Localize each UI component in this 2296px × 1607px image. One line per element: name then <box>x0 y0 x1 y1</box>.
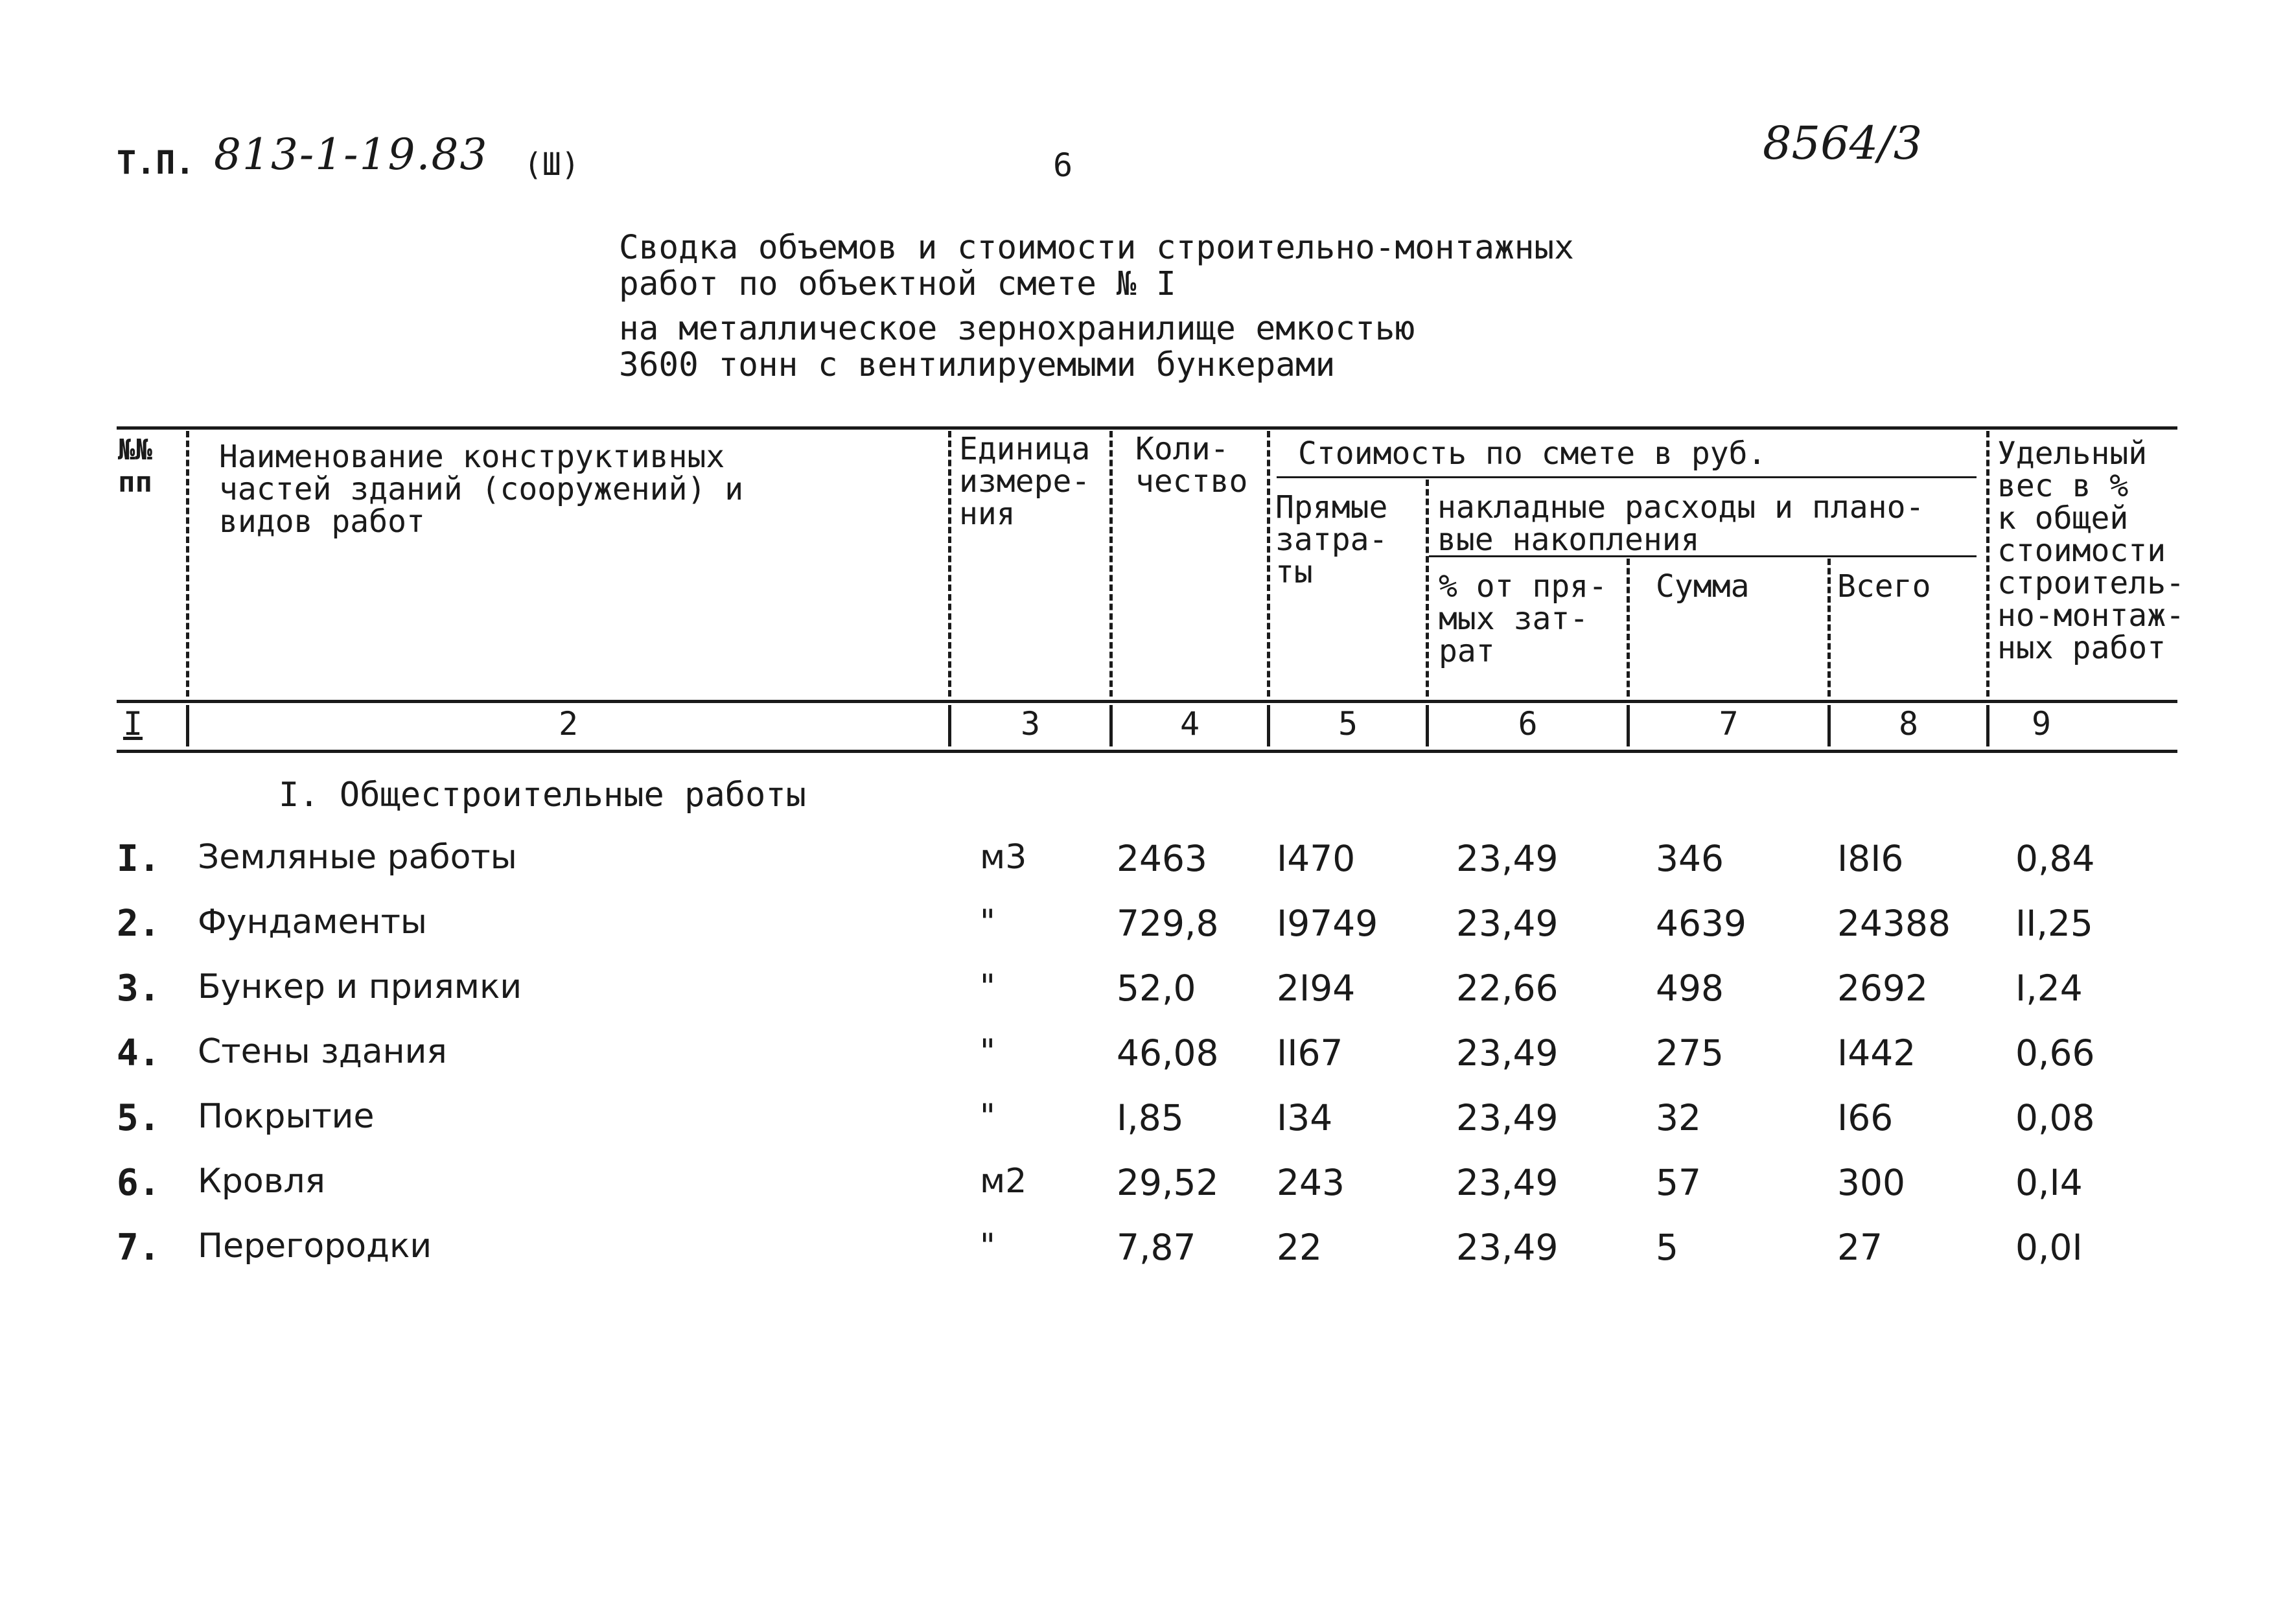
row-sum: 346 <box>1656 838 1724 879</box>
column-number: 6 <box>1518 705 1538 743</box>
col-sep-8 <box>1986 431 1989 697</box>
row-name: Стены здания <box>198 1032 447 1071</box>
title-line-4: 3600 тонн с вентилируемыми бункерами <box>619 346 1336 384</box>
row-name: Покрытие <box>198 1097 375 1136</box>
column-number: 2 <box>558 705 579 743</box>
header-qty: Коли- чество <box>1135 431 1248 500</box>
title-line-3: на металлическое зернохранилище емкостью <box>619 310 1415 348</box>
title-line-1: Сводка объемов и стоимости строительно-монтажных <box>619 229 1574 267</box>
row-unit: м3 <box>980 838 1027 877</box>
column-number: 4 <box>1179 705 1200 743</box>
row-total: 27 <box>1837 1227 1883 1268</box>
row-direct: I470 <box>1277 838 1356 879</box>
sheet-number: 8564/3 <box>1763 117 1923 170</box>
column-number: 5 <box>1338 705 1358 743</box>
row-weight: 0,84 <box>2015 838 2095 879</box>
row-pct: 23,49 <box>1456 903 1559 944</box>
row-unit: " <box>980 1097 995 1136</box>
col-sep-6 <box>1627 559 1630 697</box>
table-row <box>0 903 2296 967</box>
row-total: I442 <box>1837 1032 1916 1074</box>
row-total: 300 <box>1837 1162 1905 1203</box>
row-direct: I34 <box>1277 1097 1333 1139</box>
row-total: 24388 <box>1837 903 1951 944</box>
row-qty: 29,52 <box>1117 1162 1219 1203</box>
table-row <box>0 1227 2296 1291</box>
row-sum: 498 <box>1656 967 1724 1009</box>
project-code: 813-1-19.83 <box>214 130 489 179</box>
row-qty: 2463 <box>1117 838 1207 879</box>
column-number: 3 <box>1020 705 1041 743</box>
row-name: Бункер и приямки <box>198 967 522 1006</box>
header-name: Наименование конструктивных частей зданий (сооружений) и видов работ <box>219 439 744 540</box>
row-sum: 5 <box>1656 1227 1678 1268</box>
table-row <box>0 1162 2296 1227</box>
row-weight: 0,08 <box>2015 1097 2095 1139</box>
row-number: 3. <box>117 967 161 1010</box>
row-sum: 57 <box>1656 1162 1701 1203</box>
table-top-rule <box>117 426 2177 430</box>
header-overhead-group: накладные расходы и плано- вые накопления <box>1437 489 1925 558</box>
column-number: I <box>122 705 143 743</box>
row-qty: 46,08 <box>1117 1032 1219 1074</box>
header-bottom-rule <box>117 700 2177 703</box>
table-row <box>0 838 2296 903</box>
header-total: Всего <box>1837 568 1931 605</box>
row-number: 4. <box>117 1032 161 1074</box>
row-name: Земляные работы <box>198 838 517 877</box>
title-line-2: работ по объектной смете № I <box>619 265 1176 303</box>
row-qty: 7,87 <box>1117 1227 1196 1268</box>
column-number: 8 <box>1898 705 1919 743</box>
row-sum: 32 <box>1656 1097 1701 1139</box>
document-subtitle <box>619 311 1415 384</box>
column-number: 9 <box>2031 705 2052 743</box>
row-qty: 52,0 <box>1117 967 1196 1009</box>
header-sum: Сумма <box>1656 568 1750 605</box>
row-weight: 0,I4 <box>2015 1162 2083 1203</box>
document-title <box>619 230 1574 303</box>
row-number: 6. <box>117 1162 161 1204</box>
row-pct: 23,49 <box>1456 838 1559 879</box>
row-pct: 23,49 <box>1456 1032 1559 1074</box>
row-total: 2692 <box>1837 967 1928 1009</box>
row-total: I8I6 <box>1837 838 1904 879</box>
row-qty: 729,8 <box>1117 903 1219 944</box>
row-unit: " <box>980 1227 995 1266</box>
column-numbers-rule <box>117 750 2177 753</box>
header-direct: Прямые затра- ты <box>1275 489 1388 590</box>
row-unit: м2 <box>980 1162 1027 1201</box>
row-direct: 243 <box>1277 1162 1345 1203</box>
row-name: Фундаменты <box>198 903 427 942</box>
row-unit: " <box>980 903 995 942</box>
header-cost-group: Стоимость по смете в руб. <box>1298 435 1767 472</box>
column-number: 7 <box>1719 705 1739 743</box>
cost-group-rule <box>1277 476 1977 478</box>
row-sum: 4639 <box>1656 903 1746 944</box>
row-direct: II67 <box>1277 1032 1343 1074</box>
row-total: I66 <box>1837 1097 1894 1139</box>
row-number: 5. <box>117 1097 161 1139</box>
col-sep-4 <box>1267 431 1270 697</box>
col-sep-3 <box>1109 431 1113 697</box>
row-weight: 0,66 <box>2015 1032 2095 1074</box>
row-weight: 0,0I <box>2015 1227 2083 1268</box>
section-title: I. Общестроительные работы <box>279 776 806 815</box>
row-number: 2. <box>117 903 161 945</box>
part-number: (Ш) <box>524 146 580 183</box>
row-direct: 2I94 <box>1277 967 1356 1009</box>
row-name: Перегородки <box>198 1227 432 1266</box>
col-sep-1 <box>186 431 189 697</box>
table-row <box>0 967 2296 1032</box>
row-weight: II,25 <box>2015 903 2093 944</box>
col-sep-5 <box>1426 480 1429 697</box>
row-number: I. <box>117 838 161 880</box>
table-row <box>0 1097 2296 1162</box>
row-direct: I9749 <box>1277 903 1378 944</box>
header-num: №№ пп <box>118 434 152 499</box>
row-pct: 23,49 <box>1456 1227 1559 1268</box>
col-sep-2 <box>948 431 951 697</box>
row-weight: I,24 <box>2015 967 2083 1009</box>
page-number: 6 <box>1053 146 1073 184</box>
row-direct: 22 <box>1277 1227 1322 1268</box>
header-pct: % от пря- мых зат- рат <box>1439 568 1608 669</box>
row-unit: " <box>980 1032 995 1071</box>
row-name: Кровля <box>198 1162 325 1201</box>
col-sep-7 <box>1827 559 1831 697</box>
header-unit: Единица измере- ния <box>959 431 1091 532</box>
project-label: Т.П. <box>117 144 195 181</box>
row-sum: 275 <box>1656 1032 1724 1074</box>
row-qty: I,85 <box>1117 1097 1184 1139</box>
row-pct: 22,66 <box>1456 967 1559 1009</box>
row-pct: 23,49 <box>1456 1097 1559 1139</box>
row-pct: 23,49 <box>1456 1162 1559 1203</box>
row-unit: " <box>980 967 995 1006</box>
row-number: 7. <box>117 1227 161 1269</box>
table-row <box>0 1032 2296 1097</box>
header-weight: Удельный вес в % к общей стоимости строитель- но-монтаж- ных работ <box>1997 435 2185 666</box>
